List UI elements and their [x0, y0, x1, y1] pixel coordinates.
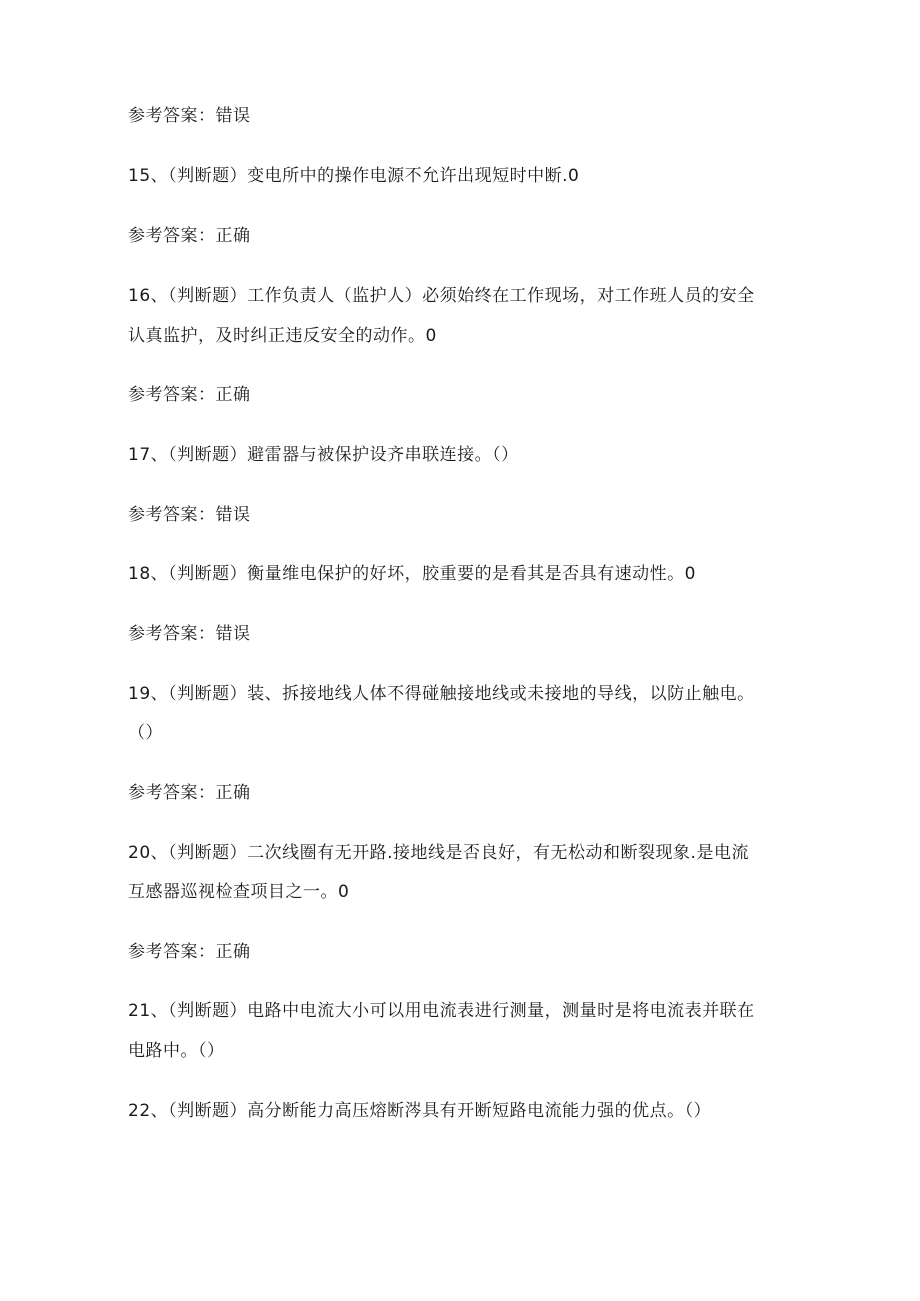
question-22: 22、（判断题）高分断能力高压熔断涔具有开断短路电流能力强的优点。（） — [128, 1101, 712, 1121]
answer-line: 参考答案：正确 — [128, 783, 251, 803]
answer-line: 参考答案：错误 — [128, 624, 251, 644]
answer-line: 参考答案：错误 — [128, 505, 251, 525]
question-19-line-1: 19、（判断题）装、拆接地线人体不得碰触接地线或未接地的导线，以防止触电。 — [128, 684, 755, 704]
answer-line: 参考答案：正确 — [128, 385, 251, 405]
question-21-line-1: 21、（判断题）电路中电流大小可以用电流表进行测量，测量时是将电流表并联在 — [128, 1001, 755, 1021]
answer-line: 参考答案：错误 — [128, 106, 251, 126]
question-16-line-1: 16、（判断题）工作负责人（监护人）必须始终在工作现场，对工作班人员的安全 — [128, 286, 755, 306]
question-15: 15、（判断题）变电所中的操作电源不允许出现短时中断.0 — [128, 166, 580, 186]
question-18: 18、（判断题）衡量维电保护的好坏，胶重要的是看其是否具有速动性。0 — [128, 564, 696, 584]
question-19-line-2: （） — [128, 723, 163, 743]
answer-line: 参考答案：正确 — [128, 226, 251, 246]
question-17: 17、（判断题）避雷器与被保护设齐串联连接。（） — [128, 445, 519, 465]
question-21-line-2: 电路中。（） — [128, 1041, 225, 1061]
answer-line: 参考答案：正确 — [128, 942, 251, 962]
question-20-line-1: 20、（判断题）二次线圈有无开路.接地线是否良好，有无松动和断裂现象.是电流 — [128, 843, 749, 863]
question-16-line-2: 认真监护，及时纠正违反安全的动作。0 — [128, 326, 437, 346]
question-20-line-2: 互感器巡视检查项目之一。0 — [128, 882, 350, 902]
